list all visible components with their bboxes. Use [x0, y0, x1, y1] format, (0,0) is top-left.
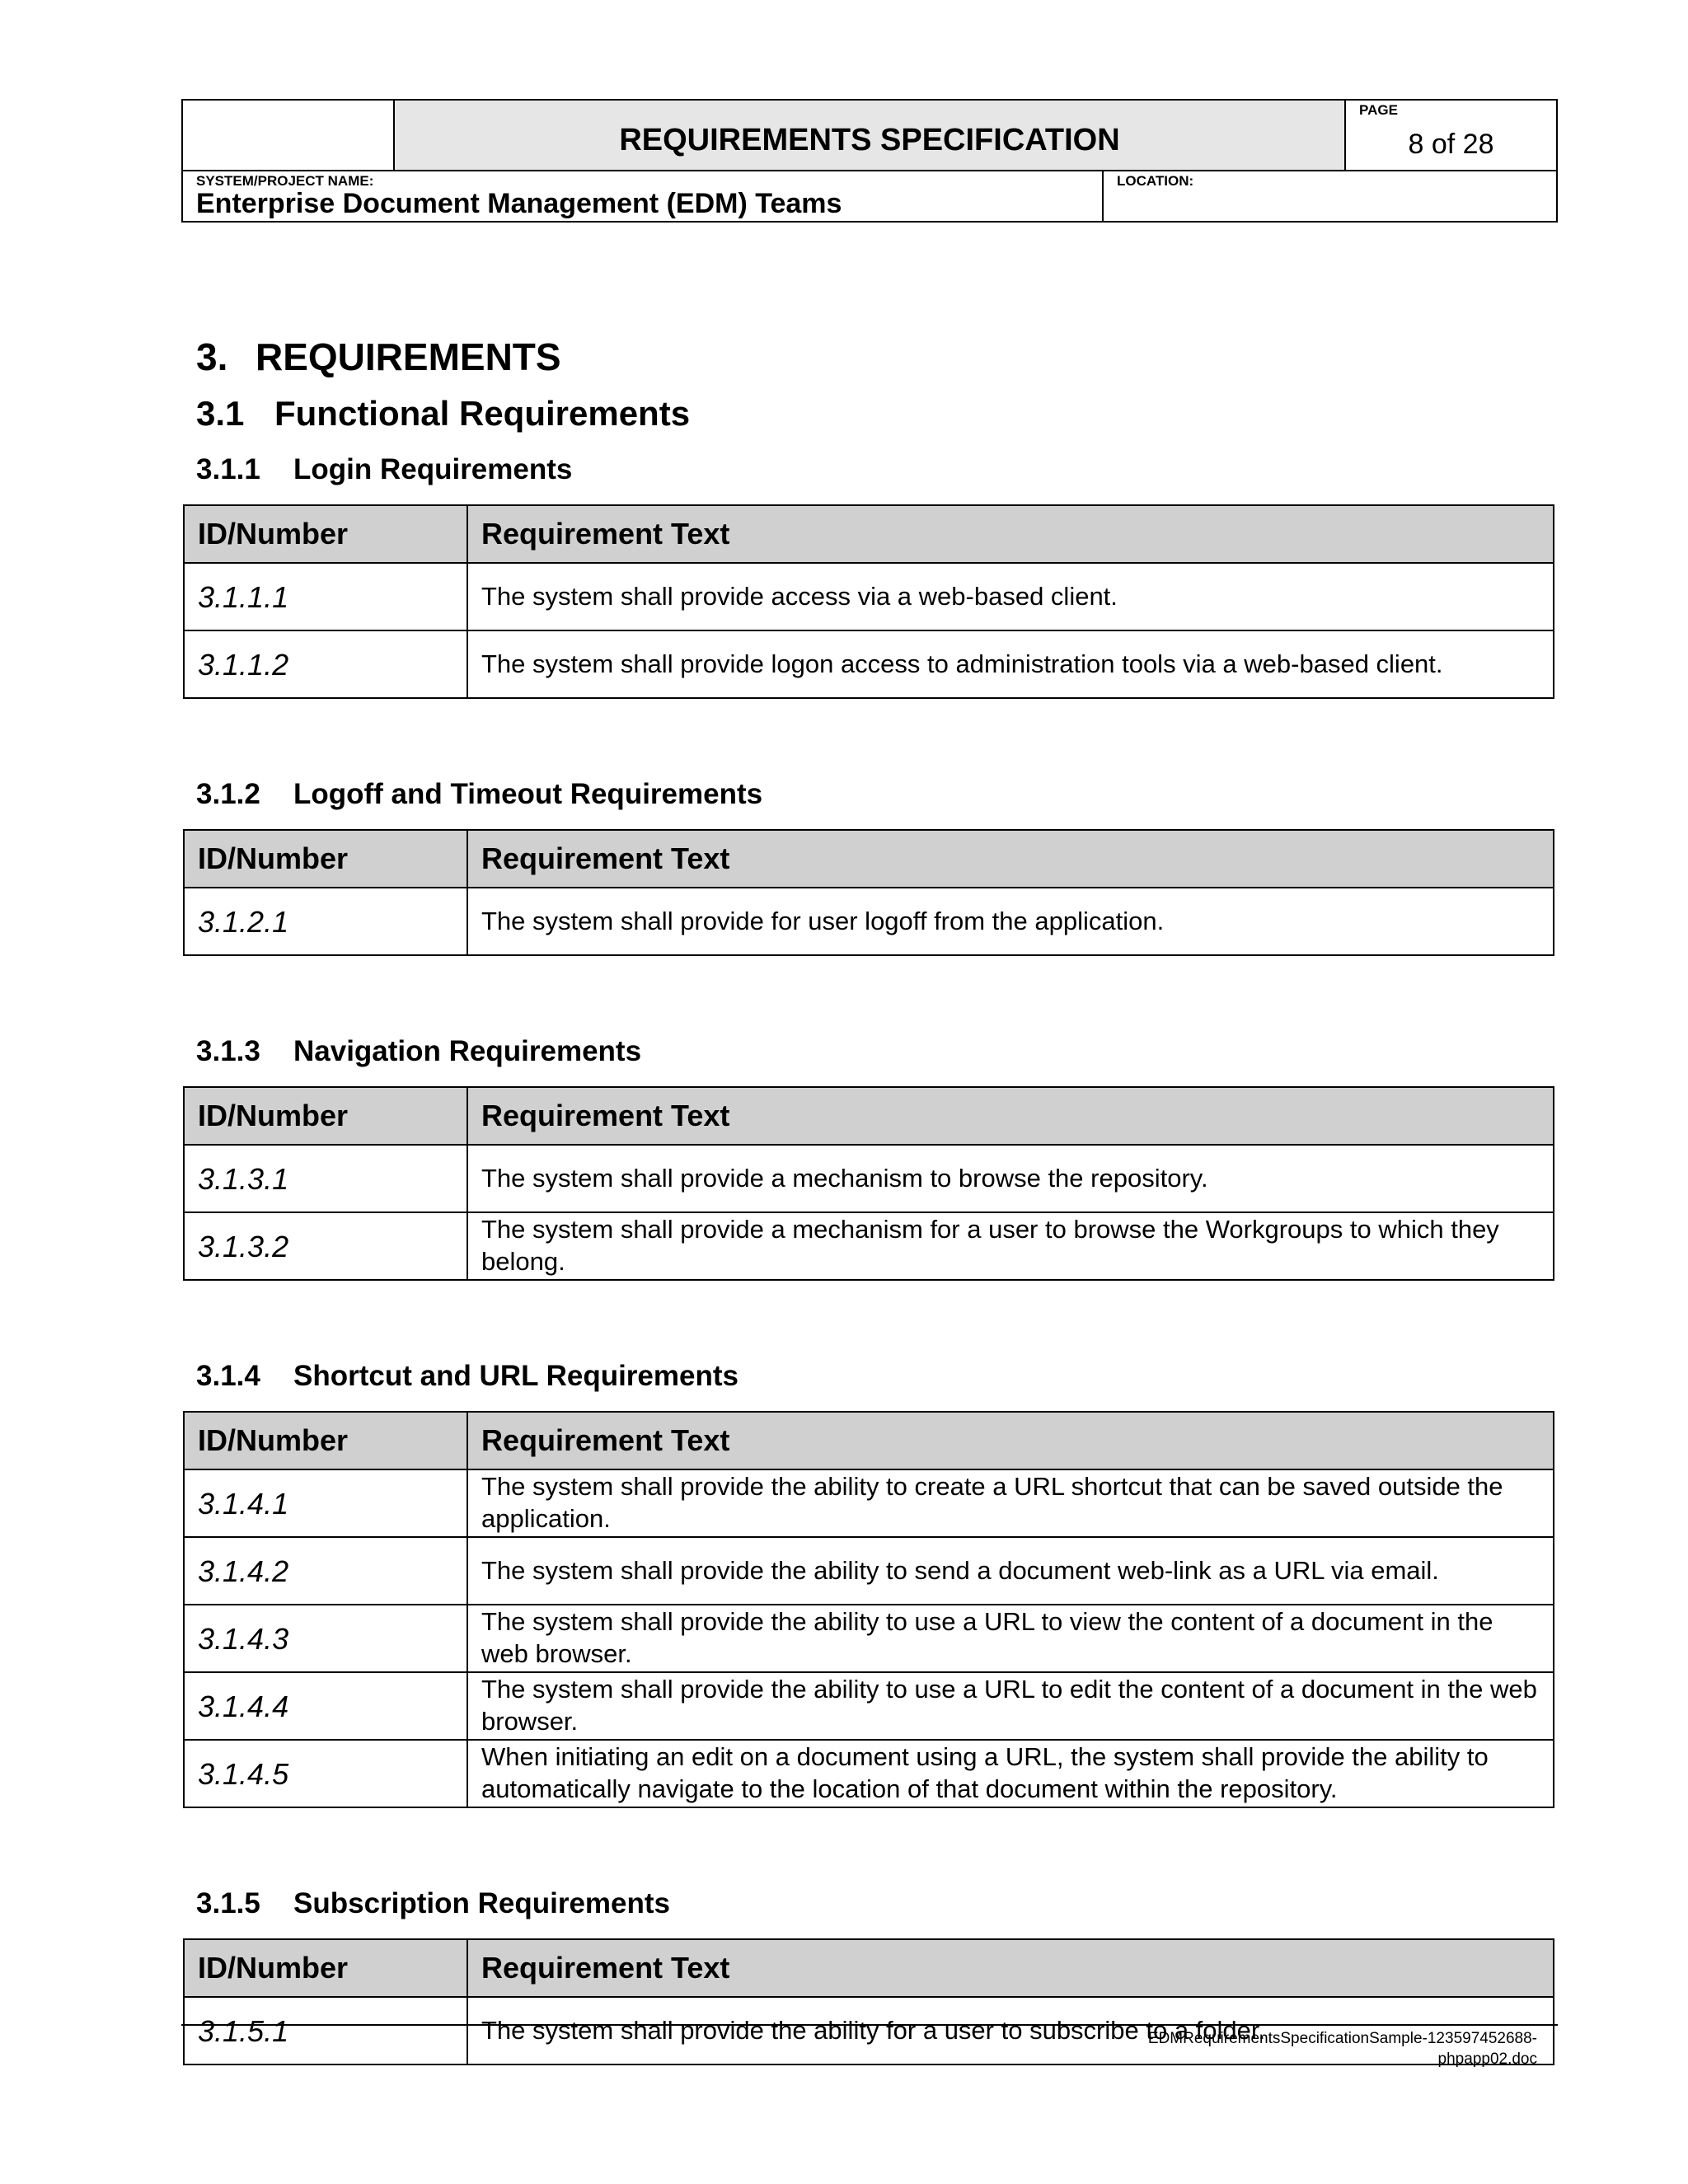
requirement-id: 3.1.4.5: [184, 1740, 467, 1807]
col-text-header: Requirement Text: [467, 1412, 1554, 1469]
table-row: [184, 563, 1554, 630]
system-project-label: SYSTEM/PROJECT NAME:: [196, 173, 374, 189]
requirement-text: The system shall provide the ability to create a URL shortcut that can be saved outside the application.: [467, 1469, 1554, 1537]
col-text-header: Requirement Text: [467, 1087, 1554, 1145]
footer-filename: [1148, 2029, 1537, 2069]
table-row: [184, 1212, 1554, 1280]
subsection-heading: [196, 384, 1556, 443]
logoff-heading-number: 3.1.2: [196, 778, 260, 810]
table-row: [184, 1740, 1554, 1807]
requirement-id: 3.1.4.3: [184, 1605, 467, 1672]
navigation-heading-number: 3.1.3: [196, 1035, 260, 1067]
requirement-id: 3.1.5.1: [184, 1997, 467, 2064]
table-row: [184, 888, 1554, 955]
section-title: REQUIREMENTS: [256, 335, 561, 378]
requirement-id: 3.1.1.1: [184, 563, 467, 630]
logo-cell: [183, 101, 395, 170]
subsection-title: Functional Requirements: [274, 394, 691, 433]
section-number: 3.: [196, 335, 228, 378]
login-heading: [196, 443, 1556, 496]
table-header-row: [184, 1412, 1554, 1469]
requirement-text: The system shall provide the ability to use a URL to view the content of a document in the web browser.: [467, 1605, 1554, 1672]
logoff-heading-title: Logoff and Timeout Requirements: [293, 778, 763, 810]
table-row: [184, 1537, 1554, 1605]
col-id-header: ID/Number: [184, 1412, 467, 1469]
requirement-text: The system shall provide the ability to use a URL to edit the content of a document in the web browser.: [467, 1672, 1554, 1740]
footer-line-2: phpapp02.doc: [1437, 2050, 1537, 2068]
subsection-number: 3.1: [196, 394, 245, 433]
table-row: [184, 1469, 1554, 1537]
shortcut-requirements-table: [183, 1411, 1554, 1808]
system-project-name: Enterprise Document Management (EDM) Teams: [196, 188, 842, 219]
requirement-text: The system shall provide a mechanism for a user to browse the Workgroups to which they belong.: [467, 1212, 1554, 1280]
subscription-heading-number: 3.1.5: [196, 1887, 260, 1919]
requirement-text: The system shall provide the ability to send a document web-link as a URL via email.: [467, 1537, 1554, 1605]
requirement-text: The system shall provide access via a web-based client.: [467, 563, 1554, 630]
col-text-header: Requirement Text: [467, 505, 1554, 563]
col-id-header: ID/Number: [184, 1939, 467, 1997]
subscription-heading-title: Subscription Requirements: [293, 1887, 671, 1919]
navigation-heading: [196, 1025, 1556, 1078]
table-row: [184, 1145, 1554, 1212]
requirement-text: The system shall provide logon access to administration tools via a web-based client.: [467, 630, 1554, 698]
shortcut-heading: [196, 1350, 1556, 1403]
location-label: LOCATION:: [1117, 173, 1194, 189]
table-row: [184, 1672, 1554, 1740]
col-id-header: ID/Number: [184, 1087, 467, 1145]
navigation-requirements-table: [183, 1086, 1554, 1281]
login-heading-number: 3.1.1: [196, 453, 260, 485]
shortcut-heading-number: 3.1.4: [196, 1360, 260, 1392]
subscription-heading: [196, 1877, 1556, 1930]
requirement-id: 3.1.3.1: [184, 1145, 467, 1212]
col-id-header: ID/Number: [184, 505, 467, 563]
page-number: 8 of 28: [1408, 129, 1494, 160]
requirement-id: 3.1.4.1: [184, 1469, 467, 1537]
system-project-cell: [183, 171, 1104, 221]
table-header-row: [184, 830, 1554, 888]
table-header-row: [184, 1939, 1554, 1997]
table-header-row: [184, 1087, 1554, 1145]
logoff-heading: [196, 768, 1556, 821]
requirement-id: 3.1.4.4: [184, 1672, 467, 1740]
shortcut-heading-title: Shortcut and URL Requirements: [293, 1360, 738, 1392]
document-header: [181, 99, 1558, 223]
footer-divider: [181, 2024, 1558, 2026]
requirement-text: The system shall provide the ability for a user to subscribe to a folder.: [467, 1997, 1554, 2064]
logoff-requirements-table: [183, 829, 1554, 956]
footer-line-1: EDMRequirementsSpecificationSample-123597452688-: [1147, 2030, 1537, 2047]
col-id-header: ID/Number: [184, 830, 467, 888]
page-label: PAGE: [1359, 102, 1398, 118]
location-cell: [1104, 171, 1556, 221]
requirement-id: 3.1.4.2: [184, 1537, 467, 1605]
requirement-text: When initiating an edit on a document using a URL, the system shall provide the ability to automatically navigate to the location of that document within the repository.: [467, 1740, 1554, 1807]
page-cell: [1346, 101, 1556, 170]
table-row: [184, 630, 1554, 698]
requirement-text: The system shall provide a mechanism to browse the repository.: [467, 1145, 1554, 1212]
requirement-id: 3.1.3.2: [184, 1212, 467, 1280]
requirement-text: The system shall provide for user logoff from the application.: [467, 888, 1554, 955]
requirement-id: 3.1.1.2: [184, 630, 467, 698]
document-body: [196, 330, 1556, 2065]
col-text-header: Requirement Text: [467, 1939, 1554, 1997]
navigation-heading-title: Navigation Requirements: [293, 1035, 642, 1067]
document-title: REQUIREMENTS SPECIFICATION: [395, 101, 1346, 170]
login-requirements-table: [183, 504, 1554, 699]
table-header-row: [184, 505, 1554, 563]
col-text-header: Requirement Text: [467, 830, 1554, 888]
section-heading: [196, 330, 1556, 384]
requirement-id: 3.1.2.1: [184, 888, 467, 955]
login-heading-title: Login Requirements: [293, 453, 573, 485]
table-row: [184, 1605, 1554, 1672]
